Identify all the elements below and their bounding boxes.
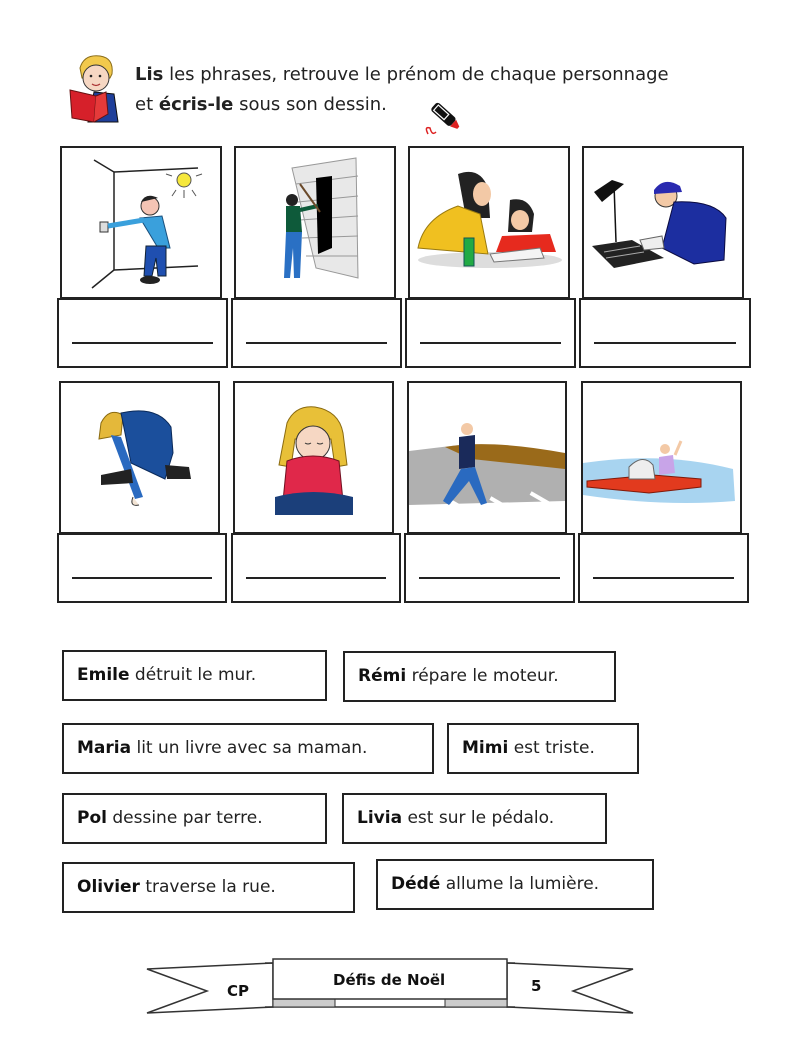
instruction-line-2: et écris-le sous son dessin. bbox=[135, 94, 387, 115]
answer-box-8[interactable] bbox=[578, 533, 749, 603]
picture-1-light-switch bbox=[60, 146, 222, 299]
mechanic-icon bbox=[584, 148, 742, 297]
footer-banner bbox=[145, 955, 635, 1015]
footer-page-number: 5 bbox=[531, 977, 542, 995]
instruction-line-1: Lis les phrases, retrouve le prénom de chaque personnage bbox=[135, 64, 669, 85]
answer-box-3[interactable] bbox=[405, 298, 576, 368]
answer-line-1[interactable] bbox=[72, 342, 213, 344]
light-switch-man-icon bbox=[62, 148, 220, 297]
wall-breaker-icon bbox=[236, 148, 394, 297]
man-drawing-ground-icon bbox=[61, 383, 218, 532]
sad-girl-icon bbox=[235, 383, 392, 532]
answer-line-3[interactable] bbox=[420, 342, 561, 344]
picture-4-mechanic bbox=[582, 146, 744, 299]
sentence-card-olivier[interactable]: Olivier traverse la rue. bbox=[62, 862, 355, 913]
answer-line-4[interactable] bbox=[594, 342, 736, 344]
sentence-card-dede[interactable]: Dédé allume la lumière. bbox=[376, 859, 654, 910]
character-name: Olivier bbox=[77, 877, 140, 897]
marker-pen-icon bbox=[420, 96, 466, 140]
footer-level: CP bbox=[227, 982, 250, 1000]
answer-box-1[interactable] bbox=[57, 298, 228, 368]
child-reading-icon bbox=[66, 52, 124, 124]
character-name: Mimi bbox=[462, 738, 509, 758]
sentence-card-mimi[interactable]: Mimi est triste. bbox=[447, 723, 639, 774]
answer-box-5[interactable] bbox=[57, 533, 227, 603]
picture-5-drawing bbox=[59, 381, 220, 534]
picture-7-street bbox=[407, 381, 567, 534]
character-name: Rémi bbox=[358, 666, 407, 686]
character-name: Livia bbox=[357, 808, 403, 828]
sentence-card-pol[interactable]: Pol dessine par terre. bbox=[62, 793, 327, 844]
mother-daughter-reading-icon bbox=[410, 148, 568, 297]
footer-title: Défis de Noël bbox=[333, 971, 446, 989]
answer-line-5[interactable] bbox=[72, 577, 212, 579]
picture-2-wall bbox=[234, 146, 396, 299]
man-crossing-street-icon bbox=[409, 383, 565, 532]
answer-line-6[interactable] bbox=[246, 577, 386, 579]
character-name: Pol bbox=[77, 808, 107, 828]
answer-line-8[interactable] bbox=[593, 577, 734, 579]
picture-3-reading bbox=[408, 146, 570, 299]
character-name: Maria bbox=[77, 738, 132, 758]
sentence-card-maria[interactable]: Maria lit un livre avec sa maman. bbox=[62, 723, 434, 774]
picture-8-pedalo bbox=[581, 381, 742, 534]
answer-box-4[interactable] bbox=[579, 298, 751, 368]
answer-box-2[interactable] bbox=[231, 298, 402, 368]
answer-box-7[interactable] bbox=[404, 533, 575, 603]
picture-6-sad-girl bbox=[233, 381, 394, 534]
pedal-boat-icon bbox=[583, 383, 740, 532]
answer-line-7[interactable] bbox=[419, 577, 560, 579]
sentence-card-emile[interactable]: Emile détruit le mur. bbox=[62, 650, 327, 701]
answer-line-2[interactable] bbox=[246, 342, 387, 344]
answer-box-6[interactable] bbox=[231, 533, 401, 603]
character-name: Emile bbox=[77, 665, 130, 685]
sentence-card-livia[interactable]: Livia est sur le pédalo. bbox=[342, 793, 607, 844]
character-name: Dédé bbox=[391, 874, 441, 894]
sentence-card-remi[interactable]: Rémi répare le moteur. bbox=[343, 651, 616, 702]
